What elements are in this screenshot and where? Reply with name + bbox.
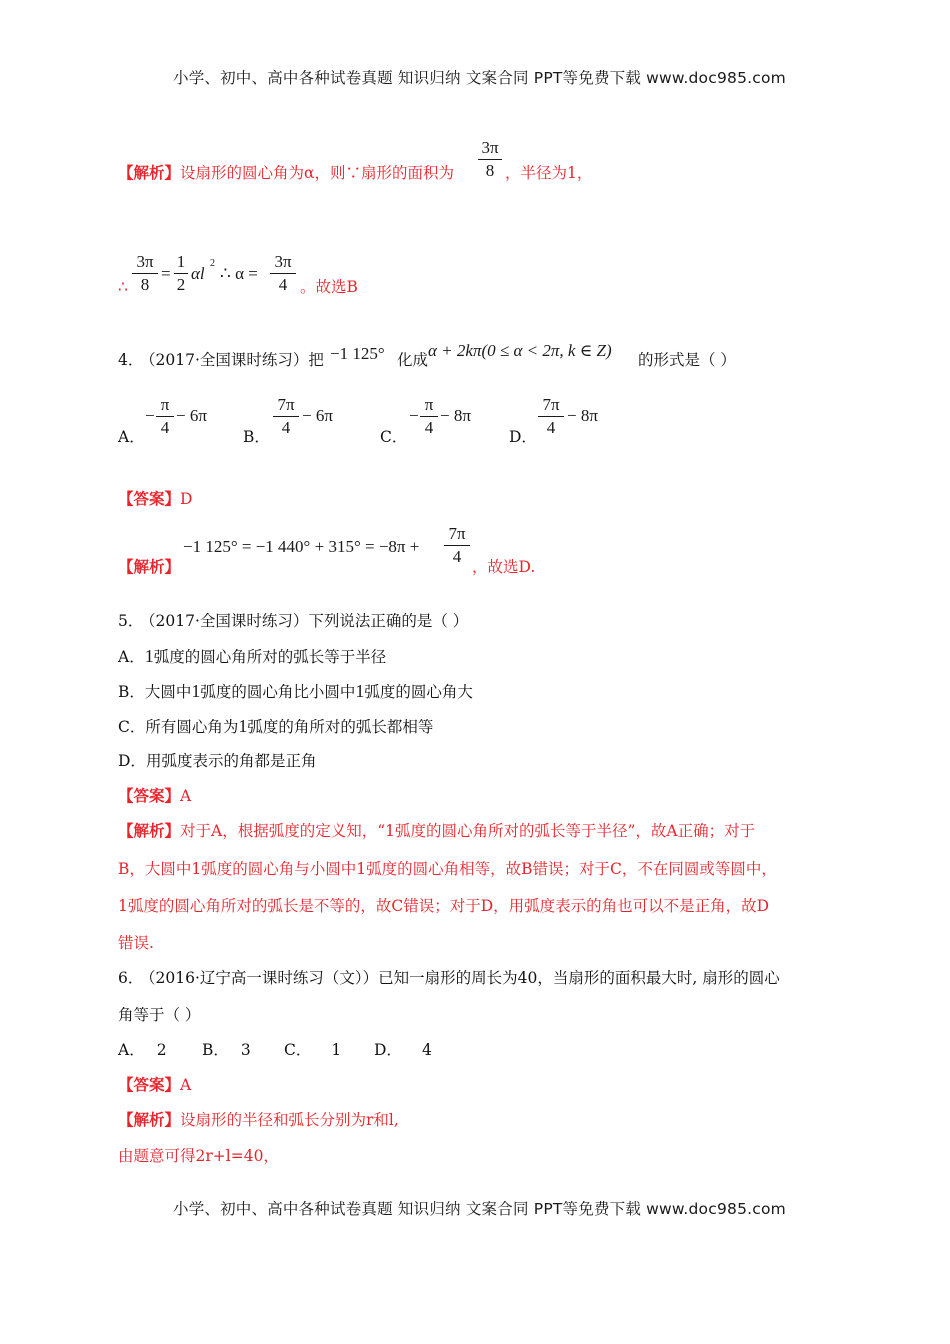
therefore-symbol: ∴ (118, 278, 128, 296)
fraction-numerator: 7π (277, 395, 295, 414)
q5-stem: （2017·全国课时练习）下列说法正确的是（ ） (140, 612, 469, 630)
fraction-denominator: 8 (485, 161, 495, 180)
number-one: 1 (238, 716, 248, 736)
q6-option-d (374, 1040, 432, 1060)
fraction-numerator: π (160, 395, 170, 414)
fraction-denominator: 4 (278, 275, 288, 294)
eq-equals: = (161, 264, 171, 283)
number-one: 1 (355, 681, 365, 701)
number-one: 1 (191, 681, 201, 701)
eq-half-fraction (174, 252, 188, 295)
fraction-denominator: 4 (281, 418, 291, 437)
q6-stem-line-2: 角等于（ ） (118, 1006, 201, 1024)
q4-option-d-label: D． (509, 428, 537, 446)
q4-jiexi-fraction (444, 524, 470, 567)
fraction-denominator: 4 (546, 418, 556, 437)
q5-answer-label: 【答案】 (118, 786, 181, 805)
page-header: 小学、初中、高中各种试卷真题 知识归纳 文案合同 PPT等免费下载 www.doc985.com (173, 69, 786, 87)
q4-tail: 的形式是（ ） (638, 351, 736, 369)
option-label: A． (118, 1041, 145, 1059)
fraction-denominator: 4 (424, 418, 434, 437)
q4-option-c-fraction (420, 395, 438, 438)
q4-answer: D (180, 490, 193, 508)
q5-option-d (118, 751, 316, 771)
option-text: 弧度的圆心角大 (364, 683, 473, 701)
q5-option-c (118, 716, 433, 737)
fraction-denominator: 8 (140, 275, 150, 294)
q5-option-b (118, 681, 473, 702)
option-value: 1 (331, 1041, 342, 1059)
fraction-numerator: 3π (481, 138, 499, 157)
q4-number: 4． (118, 351, 144, 369)
q4-option-a-prefix: − (145, 406, 155, 425)
q4-convert: 化成 (397, 351, 429, 369)
fraction-denominator: 2 (176, 275, 186, 294)
q5-jiexi-label: 【解析】 (118, 821, 181, 840)
q5-jiexi-line-3: 1弧度的圆心角所对的弧长是不等的，故C错误；对于D，用弧度表示的角也可以不是正角，故D (118, 897, 770, 915)
q4-source: （2017·全国课时练习）把 (140, 351, 324, 369)
q6-option-b (202, 1040, 251, 1060)
q4-option-c-suffix: − 8π (440, 406, 471, 425)
option-label: A． (118, 648, 145, 666)
option-label: D． (118, 752, 146, 770)
fraction-numerator: 3π (136, 252, 154, 271)
fraction-numerator: 3π (274, 252, 292, 271)
page-footer: 小学、初中、高中各种试卷真题 知识归纳 文案合同 PPT等免费下载 www.doc985.com (173, 1200, 786, 1218)
q4-option-d-fraction (538, 395, 564, 438)
option-text: 弧度的圆心角比小圆中 (200, 683, 356, 701)
q6-jiexi-label: 【解析】 (118, 1110, 181, 1129)
q5-jiexi-line-1: 对于A，根据弧度的定义知，“1弧度的圆心角所对的弧长等于半径”，故A正确；对于 (180, 822, 756, 840)
q4-option-b-fraction (273, 395, 299, 438)
q4-answer-label: 【答案】 (118, 489, 181, 508)
eq-alpha-l: αl (191, 264, 205, 283)
fraction-numerator: 1 (176, 252, 186, 271)
option-value: 3 (240, 1041, 251, 1059)
q5-jiexi-line-2: B，大圆中1弧度的圆心角与小圆中1弧度的圆心角相等，故B错误；对于C，不在同圆或等圆中， (118, 860, 777, 878)
q4-form: α + 2kπ(0 ≤ α < 2π, k ∈ Z) (428, 341, 612, 360)
option-text: 大圆中 (144, 683, 192, 701)
q6-option-a (118, 1040, 167, 1060)
q4-option-a-suffix: − 6π (176, 406, 207, 425)
q5-option-a (118, 646, 386, 667)
option-label: B． (118, 683, 145, 701)
q4-jiexi-label: 【解析】 (118, 557, 181, 576)
option-label: C． (118, 718, 146, 736)
q4-option-b-label: B． (243, 428, 270, 446)
q4-option-a-label: A． (118, 428, 145, 446)
fraction-denominator: 4 (160, 418, 170, 437)
q6-number: 6． (118, 969, 144, 987)
q6-option-c (284, 1040, 341, 1060)
eq-square: 2 (210, 258, 215, 269)
prev-jiexi-text: 设扇形的圆心角为α，则∵扇形的面积为 (180, 164, 454, 182)
fraction-numerator: 7π (542, 395, 560, 414)
option-text: 所有圆心角为 (145, 718, 239, 736)
q4-option-b-suffix: − 6π (302, 406, 333, 425)
q6-jiexi-line-2: 由题意可得2r+l=40， (118, 1147, 279, 1165)
option-value: 2 (156, 1041, 167, 1059)
q4-option-c-label: C． (380, 428, 408, 446)
q5-number: 5． (118, 612, 144, 630)
q4-jiexi-equation: −1 125° = −1 440° + 315° = −8π + (183, 537, 420, 556)
prev-jiexi-label: 【解析】 (118, 163, 181, 182)
q5-jiexi-line-4: 错误. (118, 934, 154, 952)
q6-jiexi-line-1: 设扇形的半径和弧长分别为r和l, (180, 1111, 399, 1129)
q6-answer-label: 【答案】 (118, 1075, 181, 1094)
q4-option-c-prefix: − (409, 406, 419, 425)
option-text: 用弧度表示的角都是正角 (145, 752, 317, 770)
prev-conclusion: 。故选B (300, 278, 358, 296)
fraction-numerator: 7π (448, 524, 466, 543)
option-label: D． (374, 1041, 402, 1059)
sector-area-fraction (478, 138, 502, 181)
prev-radius-text: ，半径为1， (505, 164, 593, 182)
option-text: 弧度的圆心角所对的弧长等于半径 (153, 648, 387, 666)
q6-stem-line-1: （2016·辽宁高一课时练习（文））已知一扇形的周长为40，当扇形的面积最大时, 扇形的圆心 (140, 969, 780, 987)
number-one: 1 (144, 646, 154, 666)
q4-angle: −1 125° (330, 344, 385, 363)
option-label: C． (284, 1041, 312, 1059)
option-value: 4 (421, 1041, 432, 1059)
q6-answer: A (180, 1076, 192, 1094)
option-label: B． (202, 1041, 229, 1059)
eq-lhs-fraction (132, 252, 158, 295)
eq-therefore-alpha: ∴ α = (220, 264, 258, 283)
q4-option-d-suffix: − 8π (567, 406, 598, 425)
eq-rhs-fraction (270, 252, 296, 295)
q4-jiexi-tail: ，故选D. (472, 558, 536, 576)
q4-option-a-fraction (156, 395, 174, 438)
q5-answer: A (180, 787, 192, 805)
fraction-denominator: 4 (452, 547, 462, 566)
option-text: 弧度的角所对的弧长都相等 (247, 718, 434, 736)
fraction-numerator: π (424, 395, 434, 414)
